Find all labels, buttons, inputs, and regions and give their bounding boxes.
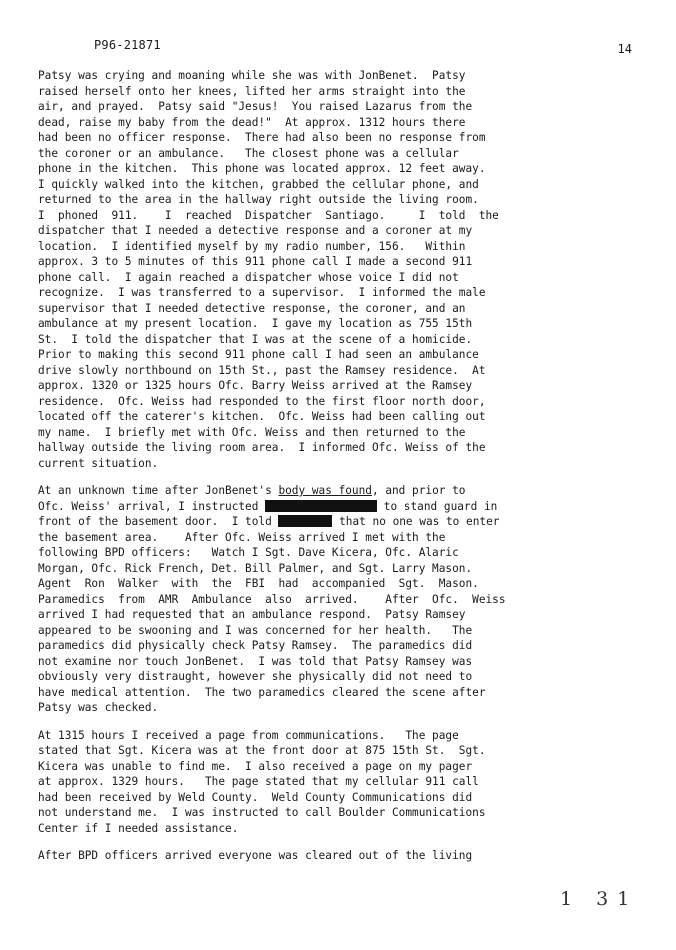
- redaction-box: [265, 500, 377, 512]
- text-line: After BPD officers arrived everyone was cleared out of the living: [38, 849, 473, 862]
- text-line: have medical attention. The two paramedics cleared the scene after: [38, 685, 486, 699]
- text-line: had been no officer response. There had also been no response from: [38, 131, 486, 144]
- document-id: P96-21871: [94, 38, 161, 52]
- text-line: drive slowly northbound on 15th St., past the Ramsey residence. At: [38, 363, 486, 377]
- page-number: 14: [617, 42, 632, 56]
- text-line: I quickly walked into the kitchen, grabbed the cellular phone, and: [38, 177, 479, 191]
- text-line: I phoned 911. I reached Dispatcher Santiago. I told the: [38, 208, 499, 222]
- text-line: Patsy was checked.: [38, 701, 159, 714]
- text-line: At an unknown time after JonBenet's body was found, and prior to: [38, 484, 466, 497]
- text-line: raised herself onto her knees, lifted her arms straight into the: [38, 84, 466, 98]
- text-line: arrived I had requested that an ambulance respond. Patsy Ramsey: [38, 608, 466, 621]
- underlined-text: body was found: [278, 484, 372, 497]
- text-line: returned to the area in the hallway right outside the living room.: [38, 193, 479, 206]
- text-line: Patsy was crying and moaning while she was with JonBenet. Patsy: [38, 69, 466, 82]
- text-line: St. I told the dispatcher that I was at the scene of a homicide.: [38, 332, 473, 346]
- paragraph-1: [38, 68, 638, 471]
- text-line: not examine nor touch JonBenet. I was told that Patsy Ramsey was: [38, 654, 473, 668]
- text-line: approx. 3 to 5 minutes of this 911 phone call I made a second 911: [38, 255, 473, 268]
- text-line: obviously very distraught, however she physically did not need to: [38, 670, 473, 683]
- text-line: following BPD officers: Watch I Sgt. Dave Kicera, Ofc. Alaric: [38, 546, 459, 559]
- text-line: At 1315 hours I received a page from communications. The page: [38, 728, 459, 742]
- text-line: location. I identified myself by my radio number, 156. Within: [38, 239, 466, 253]
- document-body: [38, 68, 638, 864]
- text-line: air, and prayed. Patsy said "Jesus! You raised Lazarus from the: [38, 100, 473, 113]
- text-line: the basement area. After Ofc. Weiss arrived I met with the: [38, 530, 446, 544]
- text-line: approx. 1320 or 1325 hours Ofc. Barry Weiss arrived at the Ramsey: [38, 379, 473, 392]
- text-line: Paramedics from AMR Ambulance also arrived. After Ofc. Weiss: [38, 592, 506, 606]
- text-line: located off the caterer's kitchen. Ofc. Weiss had been calling out: [38, 410, 486, 423]
- text-line: Agent Ron Walker with the FBI had accompanied Sgt. Mason.: [38, 577, 479, 590]
- page-stamp: 1 31: [560, 888, 639, 910]
- text-line: paramedics did physically check Patsy Ramsey. The paramedics did: [38, 639, 473, 652]
- text-line: Morgan, Ofc. Rick French, Det. Bill Palmer, and Sgt. Larry Mason.: [38, 561, 473, 575]
- text-line: Prior to making this second 911 phone call I had seen an ambulance: [38, 348, 479, 361]
- text-line: Ofc. Weiss' arrival, I instructed to stand guard in: [38, 499, 498, 513]
- text-line: stated that Sgt. Kicera was at the front door at 875 15th St. Sgt.: [38, 744, 486, 757]
- text-line: dispatcher that I needed a detective response and a coroner at my: [38, 224, 473, 237]
- text-line: hallway outside the living room area. I informed Ofc. Weiss of the: [38, 441, 486, 454]
- text-line: my name. I briefly met with Ofc. Weiss and then returned to the: [38, 425, 466, 439]
- redaction-box: [278, 515, 332, 527]
- paragraph-3: [38, 728, 638, 837]
- text-line: front of the basement door. I told that no one was to enter: [38, 515, 500, 528]
- text-line: ambulance at my present location. I gave my location as 755 15th: [38, 317, 473, 330]
- text-line: appeared to be swooning and I was concerned for her health. The: [38, 623, 473, 637]
- text-line: supervisor that I needed detective response, the coroner, and an: [38, 301, 466, 315]
- text-line: Kicera was unable to find me. I also received a page on my pager: [38, 759, 473, 773]
- text-line: recognize. I was transferred to a supervisor. I informed the male: [38, 286, 486, 299]
- text-line: residence. Ofc. Weiss had responded to the first floor north door,: [38, 394, 486, 408]
- text-line: at approx. 1329 hours. The page stated that my cellular 911 call: [38, 775, 479, 788]
- text-line: phone call. I again reached a dispatcher whose voice I did not: [38, 270, 459, 284]
- text-line: phone in the kitchen. This phone was located approx. 12 feet away.: [38, 162, 486, 175]
- text-line: dead, raise my baby from the dead!" At approx. 1312 hours there: [38, 115, 466, 129]
- paragraph-2: [38, 483, 638, 716]
- text-line: the coroner or an ambulance. The closest phone was a cellular: [38, 146, 459, 160]
- text-line: had been received by Weld County. Weld County Communications did: [38, 790, 473, 804]
- text-line: not understand me. I was instructed to call Boulder Communications: [38, 806, 486, 819]
- paragraph-4: [38, 848, 638, 864]
- text-line: current situation.: [38, 456, 159, 470]
- text-line: Center if I needed assistance.: [38, 821, 239, 835]
